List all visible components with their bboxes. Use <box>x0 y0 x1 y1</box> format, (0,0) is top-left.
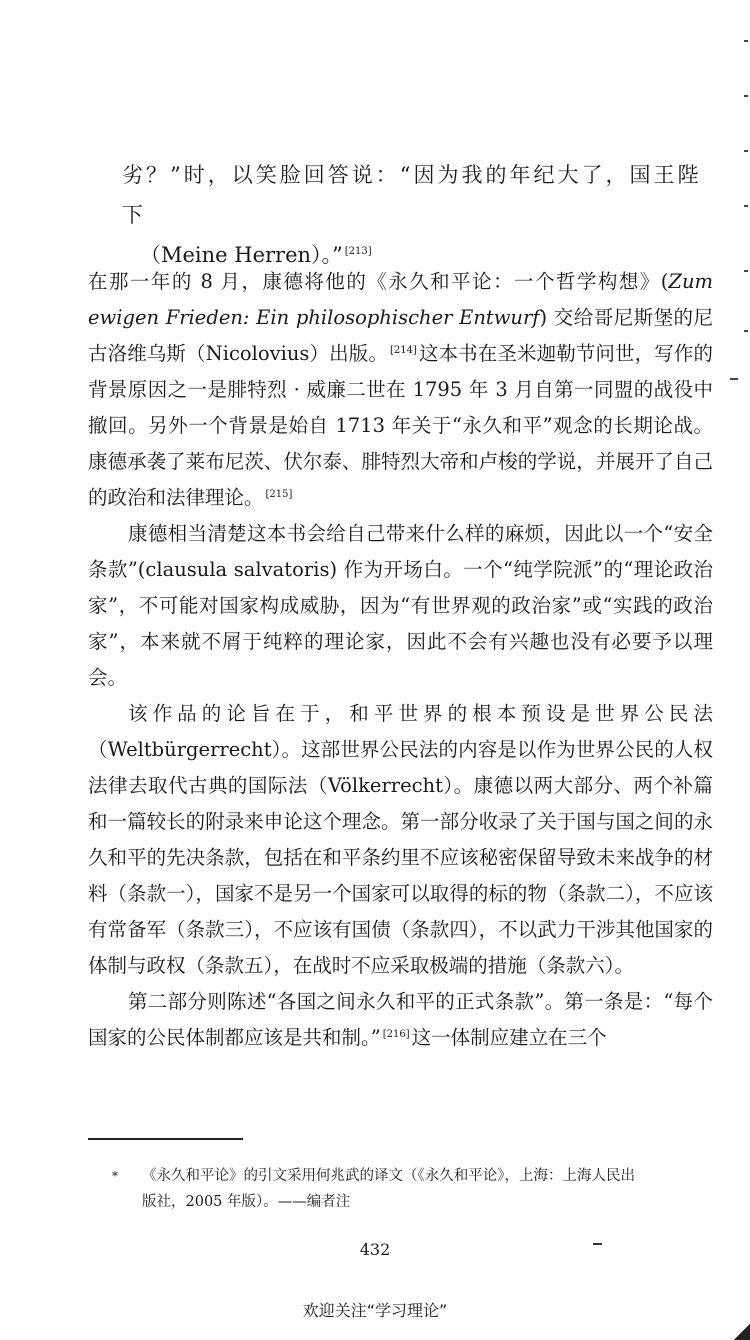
footnote-marker: * <box>112 1169 118 1183</box>
footnote-line-2: 版社，2005 年版）。——编者注 <box>142 1194 351 1210</box>
footnote-divider <box>88 1138 243 1140</box>
quote-line-1: 劣？”时，以笑脸回答说：“因为我的年纪大了，国王陛下 <box>122 163 702 227</box>
body-text <box>88 264 713 1056</box>
page-footer: 欢迎关注“学习理论” <box>302 1301 448 1320</box>
citation-ref-214: [214] <box>389 344 417 356</box>
book-title-german: Zum ewigen Frieden: Ein philosophischer Entwurf <box>88 270 713 329</box>
footnote <box>112 1163 712 1215</box>
scan-corner-mark <box>734 1324 750 1340</box>
citation-ref-215: [215] <box>265 488 293 500</box>
citation-ref-216: [216] <box>382 1028 410 1040</box>
quote-continuation <box>122 155 717 275</box>
paragraph-2: 康德相当清楚这本书会给自己带来什么样的麻烦，因此以一个“安全条款”(clausula salvatoris) 作为开场白。一个“纯学院派”的“理论政治家”，不可能对国家构成威胁，因为“有世界观的政治家”或“实践的政治家”，本来就不屑于纯粹的理论家，因此不会有兴趣也没有必要予以理会。 <box>88 522 713 689</box>
paragraph-3: 该作品的论旨在于，和平世界的根本预设是世界公民法（Weltbürgerrecht）。这部世界公民法的内容是以作为世界公民的人权法律去取代古典的国际法（Völkerrecht）。康德以两大部分、两个补篇和一篇较长的附录来申论这个理念。第一部分收录了关于国与国之间的永久和平的先决条款，包括在和平条约里不应该秘密保留导致未来战争的材料（条款一），国家不是另一个国家可以取得的标的物（条款二），不应该有常备军（条款三），不应该有国债（条款四），不以武力干涉其他国家的体制与政权（条款五），在战时不应采取极端的措施（条款六）。 <box>88 702 713 977</box>
quote-line-2-text: （Meine Herren）。” <box>140 243 343 267</box>
paragraph-4: 第二部分则陈述“各国之间永久和平的正式条款”。第一条是：“每个国家的公民体制都应该是共和制。” [216] 这一体制应建立在三个 <box>88 990 713 1049</box>
page-number: 432 <box>359 1240 391 1259</box>
paragraph-1: 在那一年的 8 月，康德将他的《永久和平论：一个哲学构想》(Zum ewigen Frieden: Ein philosophischer Entwurf) 交给哥尼斯堡的尼古洛维乌斯（Nicolovius）出版。 [214] 这本书在圣米迦勒节问世，写作的背景原因之一是腓特烈 · 威廉二世在 1795 年 3 月自第一同盟的战役中撤回。另外一个背景是始自 1713 年关于“永久和平”观念的长期论战。康德承袭了莱布尼茨、伏尔泰、腓特烈大帝和卢梭的学说，并展开了自己的政治和法律理论。 [215] <box>88 270 713 509</box>
citation-ref-213: [213] <box>344 246 372 257</box>
footnote-line-1: * 《永久和平论》的引文采用何兆武的译文（《永久和平论》，上海：上海人民出 <box>112 1163 712 1189</box>
scan-mark <box>593 1243 602 1245</box>
scan-margin-marks <box>740 0 748 430</box>
